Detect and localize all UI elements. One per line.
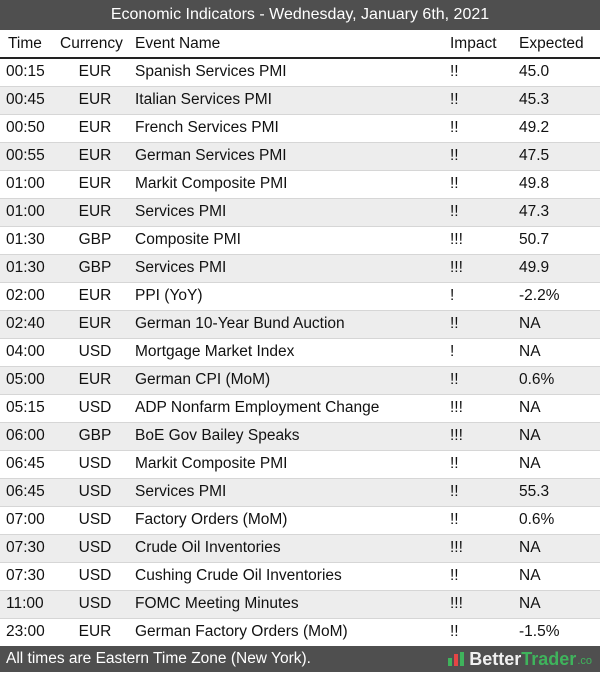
cell-currency: USD [59,478,131,506]
cell-impact: !! [444,562,516,590]
bar-chart-icon [448,652,464,666]
table-row [0,170,600,198]
cell-impact: !!! [444,590,516,618]
cell-time: 11:00 [0,590,59,618]
cell-expected: NA [516,338,600,366]
cell-event-name: ADP Nonfarm Employment Change [131,394,444,422]
cell-impact: ! [444,338,516,366]
cell-expected: 55.3 [516,478,600,506]
cell-event-name: German 10-Year Bund Auction [131,310,444,338]
table-row [0,562,600,590]
cell-event-name: Markit Composite PMI [131,170,444,198]
cell-expected: 0.6% [516,506,600,534]
cell-currency: EUR [59,86,131,114]
brand-name-part2: Trader [521,649,577,669]
cell-impact: !! [444,366,516,394]
header-currency: Currency [59,30,131,58]
cell-expected: NA [516,534,600,562]
brand-suffix: .co [577,655,592,667]
table-row [0,310,600,338]
cell-expected: 47.3 [516,198,600,226]
cell-time: 00:45 [0,86,59,114]
cell-impact: !! [444,198,516,226]
cell-currency: USD [59,394,131,422]
cell-currency: EUR [59,198,131,226]
cell-currency: USD [59,338,131,366]
timezone-note: All times are Eastern Time Zone (New York). [6,650,311,667]
cell-currency: EUR [59,170,131,198]
cell-impact: !! [444,310,516,338]
cell-expected: NA [516,310,600,338]
cell-time: 06:45 [0,450,59,478]
cell-time: 01:00 [0,198,59,226]
cell-event-name: Mortgage Market Index [131,338,444,366]
footer-bar [0,646,600,672]
cell-event-name: Factory Orders (MoM) [131,506,444,534]
table-row [0,114,600,142]
cell-impact: ! [444,282,516,310]
cell-time: 01:00 [0,170,59,198]
cell-currency: GBP [59,254,131,282]
cell-time: 07:30 [0,562,59,590]
cell-event-name: FOMC Meeting Minutes [131,590,444,618]
cell-currency: GBP [59,422,131,450]
cell-event-name: Services PMI [131,198,444,226]
cell-currency: EUR [59,310,131,338]
table-row [0,506,600,534]
cell-time: 01:30 [0,226,59,254]
cell-time: 07:00 [0,506,59,534]
cell-expected: NA [516,590,600,618]
cell-currency: EUR [59,366,131,394]
cell-time: 02:00 [0,282,59,310]
cell-impact: !! [444,58,516,86]
table-row [0,394,600,422]
table-row [0,198,600,226]
table-row [0,534,600,562]
table-row [0,478,600,506]
cell-impact: !! [444,506,516,534]
cell-time: 04:00 [0,338,59,366]
cell-time: 00:15 [0,58,59,86]
table-row [0,282,600,310]
cell-impact: !! [444,114,516,142]
cell-time: 06:45 [0,478,59,506]
cell-impact: !!! [444,394,516,422]
table-row [0,590,600,618]
cell-currency: GBP [59,226,131,254]
cell-currency: USD [59,534,131,562]
table-row [0,338,600,366]
cell-expected: NA [516,394,600,422]
cell-event-name: PPI (YoY) [131,282,444,310]
header-expected: Expected [516,30,600,58]
cell-currency: USD [59,506,131,534]
cell-time: 06:00 [0,422,59,450]
cell-expected: NA [516,422,600,450]
cell-time: 01:30 [0,254,59,282]
cell-expected: 47.5 [516,142,600,170]
table-row [0,58,600,86]
table-row [0,618,600,646]
table-row [0,450,600,478]
cell-currency: USD [59,562,131,590]
table-row [0,254,600,282]
cell-expected: -2.2% [516,282,600,310]
cell-impact: !!! [444,226,516,254]
cell-impact: !! [444,170,516,198]
cell-expected: NA [516,450,600,478]
cell-expected: 45.3 [516,86,600,114]
cell-event-name: Cushing Crude Oil Inventories [131,562,444,590]
cell-event-name: German CPI (MoM) [131,366,444,394]
cell-expected: 45.0 [516,58,600,86]
bettertrader-logo [448,646,592,672]
cell-currency: EUR [59,618,131,646]
cell-currency: USD [59,450,131,478]
cell-time: 23:00 [0,618,59,646]
cell-impact: !!! [444,422,516,450]
cell-expected: 49.8 [516,170,600,198]
cell-currency: EUR [59,282,131,310]
cell-time: 02:40 [0,310,59,338]
cell-currency: EUR [59,58,131,86]
table-row [0,226,600,254]
cell-currency: EUR [59,142,131,170]
cell-impact: !! [444,478,516,506]
cell-event-name: Crude Oil Inventories [131,534,444,562]
table-row [0,366,600,394]
table-row [0,422,600,450]
cell-time: 00:55 [0,142,59,170]
table-row [0,86,600,114]
page-title: Economic Indicators - Wednesday, January 6th, 2021 [0,0,600,30]
cell-impact: !! [444,142,516,170]
indicators-table [0,30,600,647]
cell-event-name: Composite PMI [131,226,444,254]
header-impact: Impact [444,30,516,58]
table-row [0,142,600,170]
cell-currency: EUR [59,114,131,142]
brand-name-part1: Better [469,649,522,669]
header-event-name: Event Name [131,30,444,58]
cell-currency: USD [59,590,131,618]
cell-impact: !! [444,618,516,646]
cell-event-name: Italian Services PMI [131,86,444,114]
table-header-row [0,30,600,58]
cell-impact: !! [444,86,516,114]
cell-event-name: German Services PMI [131,142,444,170]
cell-event-name: French Services PMI [131,114,444,142]
cell-expected: 50.7 [516,226,600,254]
cell-time: 05:00 [0,366,59,394]
cell-time: 00:50 [0,114,59,142]
cell-expected: NA [516,562,600,590]
cell-expected: -1.5% [516,618,600,646]
cell-event-name: Markit Composite PMI [131,450,444,478]
cell-impact: !!! [444,254,516,282]
cell-event-name: Services PMI [131,478,444,506]
cell-expected: 49.2 [516,114,600,142]
cell-time: 05:15 [0,394,59,422]
header-time: Time [0,30,59,58]
cell-event-name: German Factory Orders (MoM) [131,618,444,646]
cell-event-name: BoE Gov Bailey Speaks [131,422,444,450]
cell-expected: 0.6% [516,366,600,394]
cell-event-name: Spanish Services PMI [131,58,444,86]
cell-event-name: Services PMI [131,254,444,282]
cell-impact: !! [444,450,516,478]
cell-time: 07:30 [0,534,59,562]
cell-expected: 49.9 [516,254,600,282]
cell-impact: !!! [444,534,516,562]
